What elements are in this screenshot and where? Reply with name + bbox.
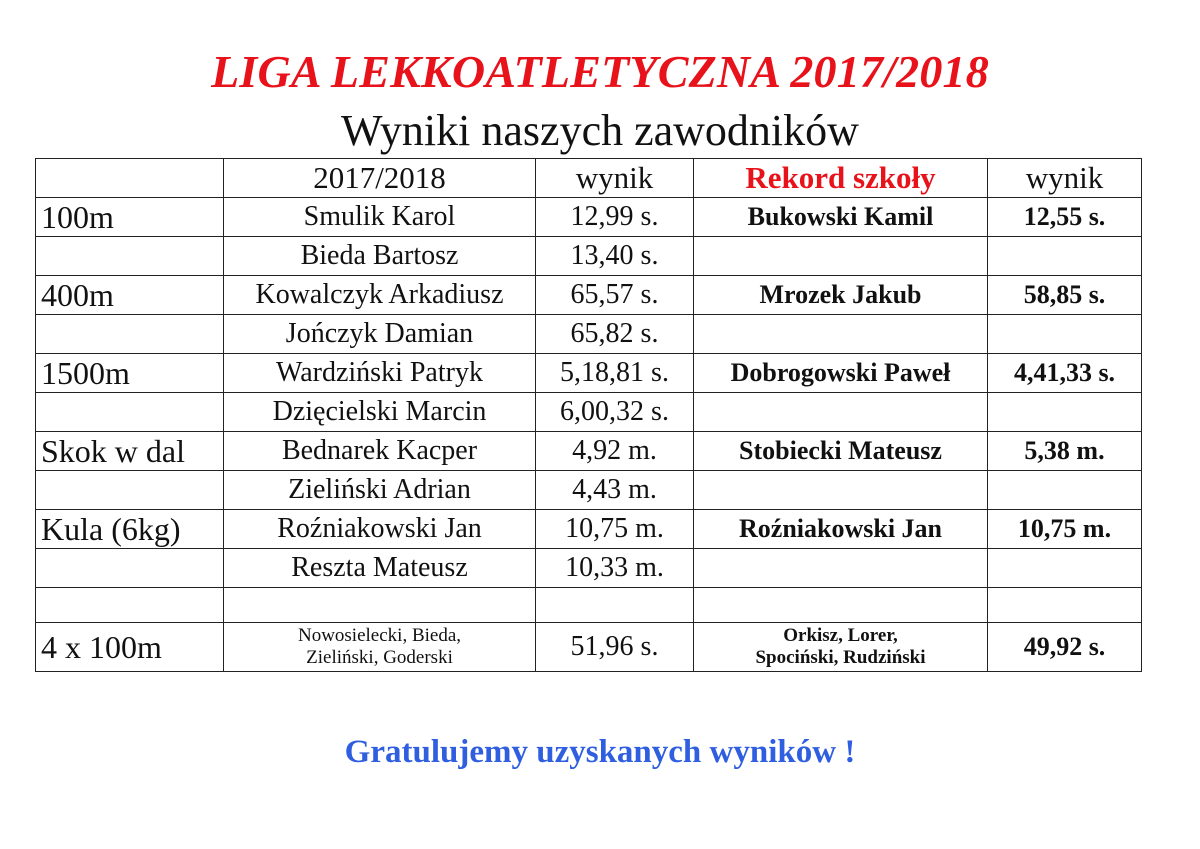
record-holder-cell: Mrozek Jakub [694,276,988,315]
event-cell: 1500m [36,354,224,393]
table-row [36,510,1142,549]
table-row [36,471,1142,510]
result-cell [536,588,694,623]
column-header-season: 2017/2018 [224,159,536,198]
record-holder-cell: Roźniakowski Jan [694,510,988,549]
event-cell: Kula (6kg) [36,510,224,549]
table-row [36,393,1142,432]
table-row [36,276,1142,315]
result-cell: 13,40 s. [536,237,694,276]
record-result-cell: 10,75 m. [988,510,1142,549]
event-cell [36,237,224,276]
record-result-cell: 58,85 s. [988,276,1142,315]
page-title: LIGA LEKKOATLETYCZNA 2017/2018 [211,46,989,97]
event-cell: 400m [36,276,224,315]
event-cell: Skok w dal [36,432,224,471]
relay-record-holders-line: Orkisz, Lorer, [783,625,898,646]
table-row [36,354,1142,393]
column-header-record-result: wynik [988,159,1142,198]
table-header-row [36,159,1142,198]
record-holder-cell: Bukowski Kamil [694,198,988,237]
relay-record-holders-line: Spociński, Rudziński [755,647,926,668]
page-subtitle: Wyniki naszych zawodników [341,106,859,155]
result-cell: 65,57 s. [536,276,694,315]
table-row-relay [36,623,1142,672]
event-cell [36,588,224,623]
athlete-cell: Smulik Karol [224,198,536,237]
result-cell: 65,82 s. [536,315,694,354]
event-cell [36,471,224,510]
record-holder-cell [694,471,988,510]
athlete-cell: Reszta Mateusz [224,549,536,588]
athlete-cell: Bednarek Kacper [224,432,536,471]
record-result-cell: 5,38 m. [988,432,1142,471]
record-holder-cell [694,549,988,588]
table-row [36,432,1142,471]
result-cell: 10,33 m. [536,549,694,588]
table-row [36,237,1142,276]
event-cell [36,393,224,432]
athlete-cell [224,588,536,623]
record-result-cell [988,549,1142,588]
event-cell [36,315,224,354]
table-row [36,549,1142,588]
record-result-cell: 49,92 s. [988,623,1142,672]
event-cell: 4 x 100m [36,623,224,672]
results-table [35,158,1142,672]
relay-record-holders-cell [694,623,988,672]
relay-athletes-line: Nowosielecki, Bieda, [297,625,462,646]
record-result-cell: 4,41,33 s. [988,354,1142,393]
result-cell: 4,43 m. [536,471,694,510]
athlete-cell: Dzięcielski Marcin [224,393,536,432]
record-holder-cell: Dobrogowski Paweł [694,354,988,393]
relay-athletes-line: Zieliński, Goderski [306,647,453,668]
record-holder-cell [694,588,988,623]
result-cell: 51,96 s. [536,623,694,672]
table-row [36,588,1142,623]
record-result-cell [988,471,1142,510]
event-cell [36,549,224,588]
result-cell: 4,92 m. [536,432,694,471]
result-cell: 5,18,81 s. [536,354,694,393]
record-holder-cell [694,393,988,432]
record-result-cell: 12,55 s. [988,198,1142,237]
result-cell: 10,75 m. [536,510,694,549]
athlete-cell: Zieliński Adrian [224,471,536,510]
column-header-school-record: Rekord szkoły [694,159,988,198]
athlete-cell: Roźniakowski Jan [224,510,536,549]
athlete-cell: Kowalczyk Arkadiusz [224,276,536,315]
athlete-cell: Bieda Bartosz [224,237,536,276]
result-cell: 12,99 s. [536,198,694,237]
results-table-body [36,159,1142,672]
athlete-cell: Wardziński Patryk [224,354,536,393]
record-result-cell [988,237,1142,276]
congratulations-message: Gratulujemy uzyskanych wyników ! [344,734,856,770]
relay-athletes-cell [224,623,536,672]
athlete-cell: Jończyk Damian [224,315,536,354]
record-result-cell [988,588,1142,623]
record-holder-cell: Stobiecki Mateusz [694,432,988,471]
record-result-cell [988,393,1142,432]
column-header-event [36,159,224,198]
record-holder-cell [694,237,988,276]
table-row [36,198,1142,237]
record-result-cell [988,315,1142,354]
record-holder-cell [694,315,988,354]
table-row [36,315,1142,354]
column-header-result: wynik [536,159,694,198]
event-cell: 100m [36,198,224,237]
result-cell: 6,00,32 s. [536,393,694,432]
